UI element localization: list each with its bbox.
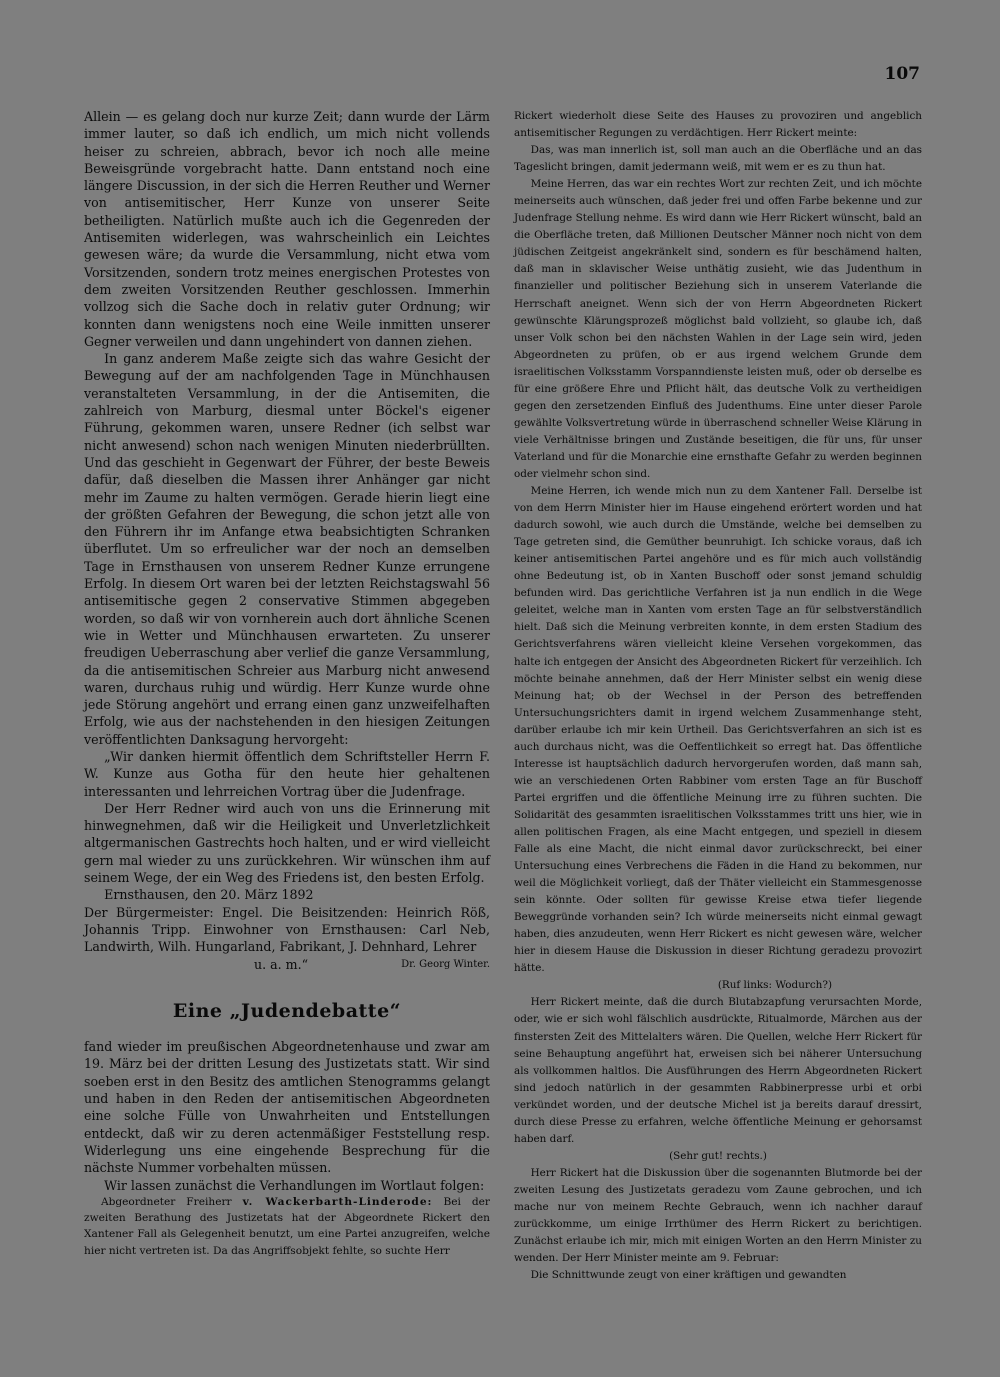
left-column <box>84 108 490 1259</box>
page-number: 107 <box>884 64 920 84</box>
speaker-intro: Abgeordneter Freiherr <box>100 1195 232 1208</box>
speaker-name: v. Wackerbarth-Linderode: <box>242 1195 433 1208</box>
paragraph: Herr Rickert meinte, daß die durch Blutabzapfung verursachten Morde, oder, wie er sich wohl fälschlich ausdrückte, Ritualmorde, Märchen aus der finstersten Zeit des Mittelalters wären. Die Quellen, welche Herr Rickert für seine Behauptung angeführt hat, erweisen sich bei näherer Untersuchung als vollkommen haltlos. Die Ausführungen des Herrn Abgeordneten Rickert sind jedoch natürlich in der gesammten Rabbinerpresse urbi et orbi verkündet worden, und der deutsche Michel ist ja bereits darauf dressirt, durch diese Presse zu erfahren, welche öffentliche Meinung er gehorsamst haben darf. <box>514 996 922 1145</box>
date-line: Ernsthausen, den 20. März 1892 <box>104 887 314 903</box>
speech-text: Bei der zweiten Berathung des Justizetats hat der Abgeordnete Rickert den Xantener Fall als Gelegenheit benutzt, um eine Partei anzugreifen, welche hier nicht vertreten ist. Da das Angriffsobjekt fehlte, so suchte Herr <box>84 1195 490 1257</box>
paragraph: Rickert wiederholt diese Seite des Hauses zu provoziren und angeblich antisemitischer Regungen zu verdächtigen. Herr Rickert meinte: <box>514 110 922 140</box>
signatories: Der Bürgermeister: Engel. Die Beisitzenden: Heinrich Röß, Johannis Tripp. Einwohner von Ernsthausen: Carl Neb, Landwirth, Wilh. Hungarland, Fabrikant, J. Dehnhard, Lehrer <box>84 904 490 955</box>
paragraph: Herr Rickert hat die Diskussion über die sogenannten Blutmorde bei der zweiten Lesung des Justizetats geradezu vom Zaune gebrochen, und ich mache nur von meinem Rechte Gebrauch, wenn ich nachher darauf zurückkomme, um einige Irrthümer des Herrn Rickert zu berichtigen. Zunächst erlaube ich mir, mich mit einigen Worten an den Herrn Minister zu wenden. Der Herr Minister meinte am 9. Februar: <box>514 1166 922 1265</box>
quote-paragraph: Der Herr Redner wird auch von uns die Erinnerung mit hinwegnehmen, daß wir die Heiligkeit und Unverletzlichkeit altgermanischen Gastrechts hoch halten, und er wird vielleicht gern mal wieder zu uns zurückkehren. Wir wünschen ihm auf seinem Wege, der ein Weg des Friedens ist, den besten Erfolg. <box>84 800 490 886</box>
paragraph: Meine Herren, das war ein rechtes Wort zur rechten Zeit, und ich möchte meinerseits auch wünschen, daß jeder frei und offen Farbe bekenne und zur Judenfrage Stellung nehme. Es wird dann wie Herr Rickert wünscht, bald an die Oberfläche treten, daß Millionen Deutscher Männer noch nicht von dem jüdischen Zeitgeist angekränkelt sind, sondern es für beschämend halten, daß man in sklavischer Weise unthätig zusieht, wie das Judenthum in finanzieller und politischer Beziehung sich in unserem Vaterlande die Herrschaft aneignet. Wenn sich der von Herrn Abgeordneten Rickert gewünschte Klärungsprozeß möglichst bald vollzieht, so glaube ich, daß unser Volk schon bei den nächsten Wahlen in der Lage sein wird, jeden Abgeordneten zu prüfen, ob er aus irgend welchem Grunde dem israelitischen Volksstamm Vorspanndienste leisten muß, oder ob derselbe es für eine größere Ehre und Pflicht hält, das deutsche Volk zu vertheidigen gegen den zersetzenden Einfluß des Judenthums. Eine unter dieser Parole gewählte Volksvertretung würde in überraschend schneller Weise Klärung in viele Verhältnisse bringen und Zustände beseitigen, die für uns, für unser Vaterland und für die Monarchie eine ernsthafte Gefahr zu werden beginnen oder vielmehr schon sind. <box>514 178 922 480</box>
article-heading: Eine „Judendebatte“ <box>172 999 402 1022</box>
quote-paragraph: „Wir danken hiermit öffentlich dem Schriftsteller Herrn F. W. Kunze aus Gotha für den heute hier gehaltenen interessanten und lehrreichen Vortrag über die Judenfrage. <box>84 748 490 799</box>
interjection: (Sehr gut! rechts.) <box>669 1149 767 1162</box>
paragraph: fand wieder im preußischen Abgeordnetenhause und zwar am 19. März bei der dritten Lesung des Justizetats statt. Wir sind soeben erst in den Besitz des amtlichen Stenogramms gelangt und haben in den Reden der antisemitischen Abgeordneten eine solche Fülle von Unwahrheiten und Entstellungen entdeckt, daß wir zu deren actenmäßiger Feststellung resp. Widerlegung uns eine eingehende Besprechung für die nächste Nummer vorbehalten müssen. <box>84 1039 490 1176</box>
paragraph: Wir lassen zunächst die Verhandlungen im Wortlaut folgen: <box>104 1177 485 1193</box>
right-column <box>514 108 922 1284</box>
author-signature: Dr. Georg Winter. <box>401 958 490 970</box>
paragraph: Die Schnittwunde zeugt von einer kräftigen und gewandten <box>530 1269 847 1282</box>
closing-text: u. a. m.“ <box>254 956 309 972</box>
paragraph: Meine Herren, ich wende mich nun zu dem Xantener Fall. Derselbe ist von dem Herrn Minister hier im Hause eingehend erörtert worden und hat dadurch sowohl, wie auch durch die Umstände, welche bei demselben zu Tage getreten sind, die Gemüther beunruhigt. Ich schicke voraus, daß ich keiner antisemitischen Partei angehöre und es für mich auch vollständig ohne Bedeutung ist, ob in Xanten Buschoff oder sonst jemand schuldig befunden wird. Das gerichtliche Verfahren ist ja nun endlich in die Wege geleitet, welche man in Xanten vom ersten Tage an für selbstverständlich hielt. Daß sich die Meinung verbreiten konnte, in dem ersten Stadium des Gerichtsverfahrens wären vielleicht kleine Versehen vorgekommen, das halte ich entgegen der Ansicht des Abgeordneten Rickert für verzeihlich. Ich möchte beinahe annehmen, daß der Herr Minister selbst ein wenig diese Meinung hat; ob der Wechsel in der Person des betreffenden Untersuchungsrichters damit in irgend welchem Zusammenhange steht, darüber erlaube ich mir kein Urtheil. Das Gerichtsverfahren an sich ist es auch durchaus nicht, was die Oeffentlichkeit so erregt hat. Das öffentliche Interesse ist hauptsächlich dadurch hervorgerufen worden, daß mann sah, wie an verschiedenen Orten Rabbiner vom ersten Tage an für Buschoff Partei ergriffen und die öffentliche Meinung irre zu führen suchten. Die Solidarität des gesammten israelitischen Volksstammes tritt uns hier, wie in allen politischen Fragen, als eine Macht entgegen, und speziell in diesem Falle als eine Macht, die nicht einmal davor zurückschreckt, bei einer Untersuchung eines Verbrechens die Fäden in die Hand zu bekommen, nur weil die Möglichkeit vorliegt, daß der Thäter vielleicht ein Stammesgenosse sein könnte. Oder sollten für gewisse Kreise etwa tiefer liegende Beweggründe vorhanden sein? Ich würde meinerseits nicht einmal gewagt haben, dies anzudeuten, wenn Herr Rickert es nicht gewesen wäre, welcher hier in diesem Hause die Diskussion in dieser Richtung geradezu provozirt hätte. <box>514 485 922 975</box>
interjection: (Ruf links: Wodurch?) <box>717 979 832 992</box>
byline <box>84 956 490 973</box>
speech-paragraph <box>84 1194 490 1259</box>
paragraph: In ganz anderem Maße zeigte sich das wahre Gesicht der Bewegung auf der am nachfolgenden Tage in Münchhausen veranstalteten Versammlung, in der die Antisemiten, die zahlreich von Marburg, diesmal unter Böckel's eigener Führung, gekommen waren, unsere Redner (ich selbst war nicht anwesend) schon nach wenigen Minuten niederbrüllten. Und das geschieht in Gegenwart der Führer, der beste Beweis dafür, daß dieselben die Massen ihrer Anhänger gar nicht mehr im Zaume zu halten vermögen. Gerade hierin liegt eine der größten Gefahren der Bewegung, die schon jetzt alle von den Führern ihr im Anfange etwa beabsichtigten Schranken überflutet. Um so erfreulicher war der noch an demselben Tage in Ernsthausen von unserem Redner Kunze errungene Erfolg. In diesem Ort waren bei der letzten Reichstagswahl 56 antisemitische gegen 2 conservative Stimmen abgegeben worden, so daß wir von vornherein auch dort ähnliche Scenen wie in Wetter und Münchhausen erwarteten. Zu unserer freudigen Ueberraschung aber verlief die ganze Versammlung, da die antisemitischen Schreier aus Marburg nicht anwesend waren, durchaus ruhig und würdig. Herr Kunze wurde ohne jede Störung angehört und errang einen ganz unzweifelhaften Erfolg, wie aus der nachstehenden in den hiesigen Zeitungen veröffentlichten Danksagung hervorgeht: <box>84 351 490 747</box>
paragraph: Allein — es gelang doch nur kurze Zeit; dann wurde der Lärm immer lauter, so daß ich endlich, um mich nicht vollends heiser zu schreien, abbrach, bevor ich noch alle meine Beweisgründe vorgebracht hatte. Dann entstand noch eine längere Discussion, in der sich die Herren Reuther und Werner von antisemitischer, Herr Kunze von unserer Seite betheiligten. Natürlich mußte auch ich die Gegenreden der Antisemiten widerlegen, was wahrscheinlich ein Leichtes gewesen wäre; da wurde die Versammlung, nicht etwa vom Vorsitzenden, sondern trotz meines energischen Protestes von dem zweiten Vorsitzenden Reuther geschlossen. Immerhin vollzog sich die Sache doch in relativ guter Ordnung; wir konnten dann wenigstens noch eine Weile inmitten unserer Gegner verweilen und dann ungehindert von dannen ziehen. <box>84 109 490 349</box>
quote-paragraph: Das, was man innerlich ist, soll man auch an die Oberfläche und an das Tageslicht bringen, damit jedermann weiß, mit wem er es zu thun hat. <box>514 144 922 174</box>
